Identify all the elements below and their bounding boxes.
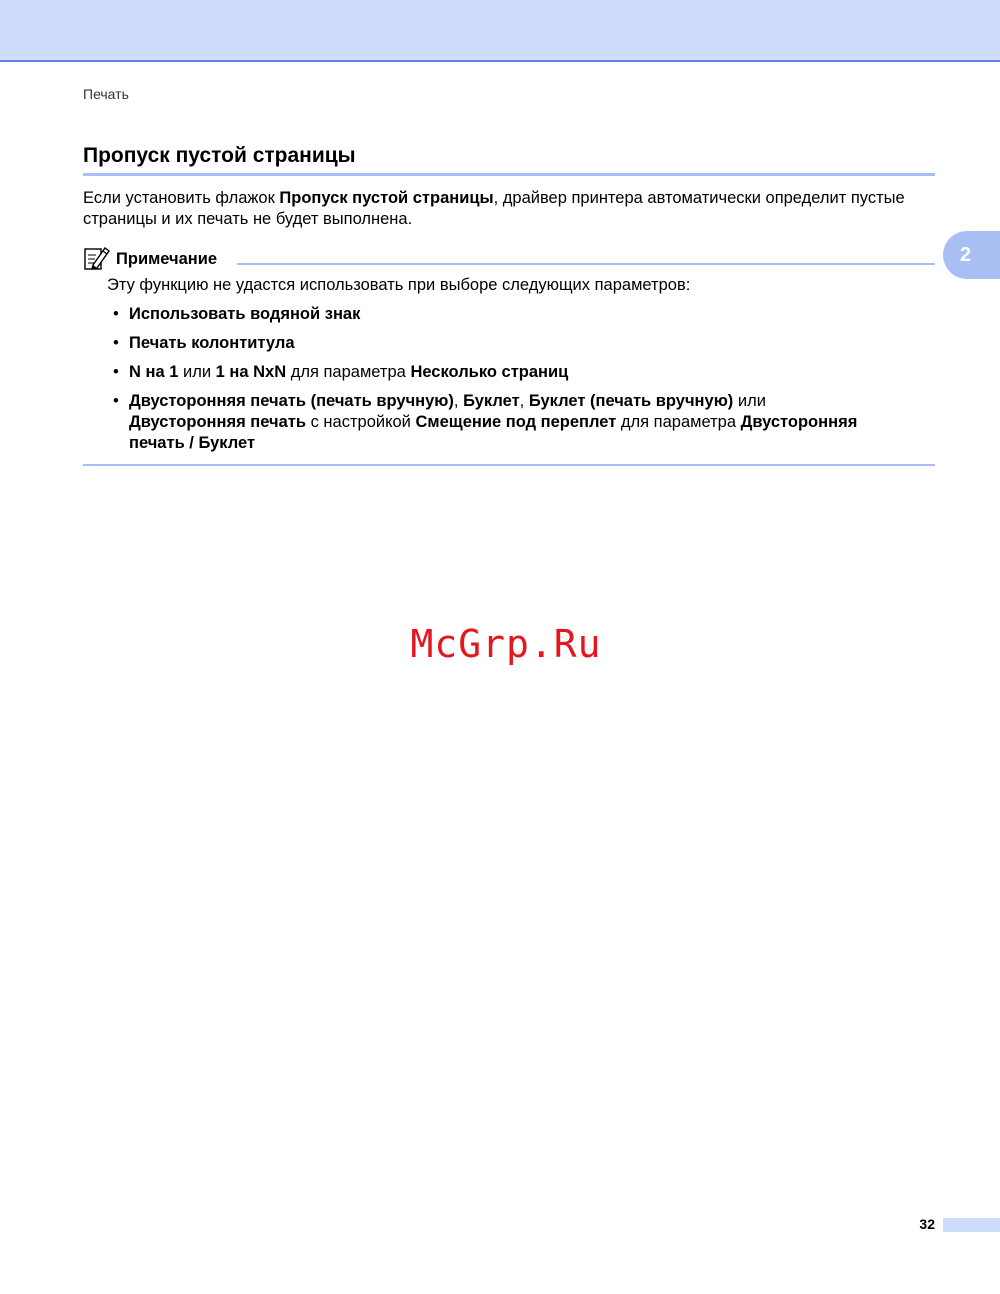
note-divider xyxy=(237,263,935,265)
bullet: • xyxy=(113,392,119,410)
section-paragraph xyxy=(83,188,943,230)
list-text: , xyxy=(519,392,529,410)
section-title: Пропуск пустой страницы xyxy=(83,144,356,167)
note-pencil-icon xyxy=(83,244,111,272)
list-item xyxy=(113,333,873,354)
option-name: Смещение под переплет xyxy=(415,413,617,431)
option-name: Несколько страниц xyxy=(410,363,569,381)
list-text: для параметра xyxy=(286,363,411,381)
option-name: 1 на NxN xyxy=(215,363,287,381)
bullet: • xyxy=(113,334,119,352)
paragraph-option-name: Пропуск пустой страницы xyxy=(279,189,494,207)
header-band xyxy=(0,0,1000,62)
page-number: 32 xyxy=(919,1216,935,1232)
note-intro: Эту функцию не удастся использовать при выборе следующих параметров: xyxy=(107,276,691,294)
breadcrumb: Печать xyxy=(83,86,129,102)
note-bottom-divider xyxy=(83,464,935,466)
option-name: Буклет (печать вручную) xyxy=(528,392,734,410)
list-text: или xyxy=(733,392,766,410)
option-name: Печать колонтитула xyxy=(129,334,295,352)
option-name: Использовать водяной знак xyxy=(129,305,361,323)
bullet: • xyxy=(113,363,119,381)
list-text: для параметра xyxy=(616,413,741,431)
bullet: • xyxy=(113,305,119,323)
note-list xyxy=(113,304,873,462)
paragraph-text: Если установить флажок xyxy=(83,189,280,207)
option-name: Двусторонняя печать (печать вручную) xyxy=(129,392,454,410)
note-label: Примечание xyxy=(116,250,218,268)
option-name: N на 1 xyxy=(129,363,179,381)
list-item xyxy=(113,362,873,383)
option-name: Буклет xyxy=(463,392,520,410)
list-text: или xyxy=(178,363,216,381)
list-text: , xyxy=(453,392,464,410)
list-item xyxy=(113,304,873,325)
list-item xyxy=(113,391,873,454)
option-name: Двусторонняя печать / Буклет xyxy=(129,413,858,452)
chapter-tab: 2 xyxy=(943,231,1000,279)
paragraph-text: , драйвер принтера автоматически определит пустые страницы и их печать не будет выполнена. xyxy=(83,189,905,228)
page-number-tab xyxy=(943,1218,1000,1232)
option-name: Двусторонняя печать xyxy=(129,413,307,431)
watermark: McGrp.Ru xyxy=(410,622,602,666)
title-divider xyxy=(83,173,935,176)
list-text: с настройкой xyxy=(306,413,416,431)
